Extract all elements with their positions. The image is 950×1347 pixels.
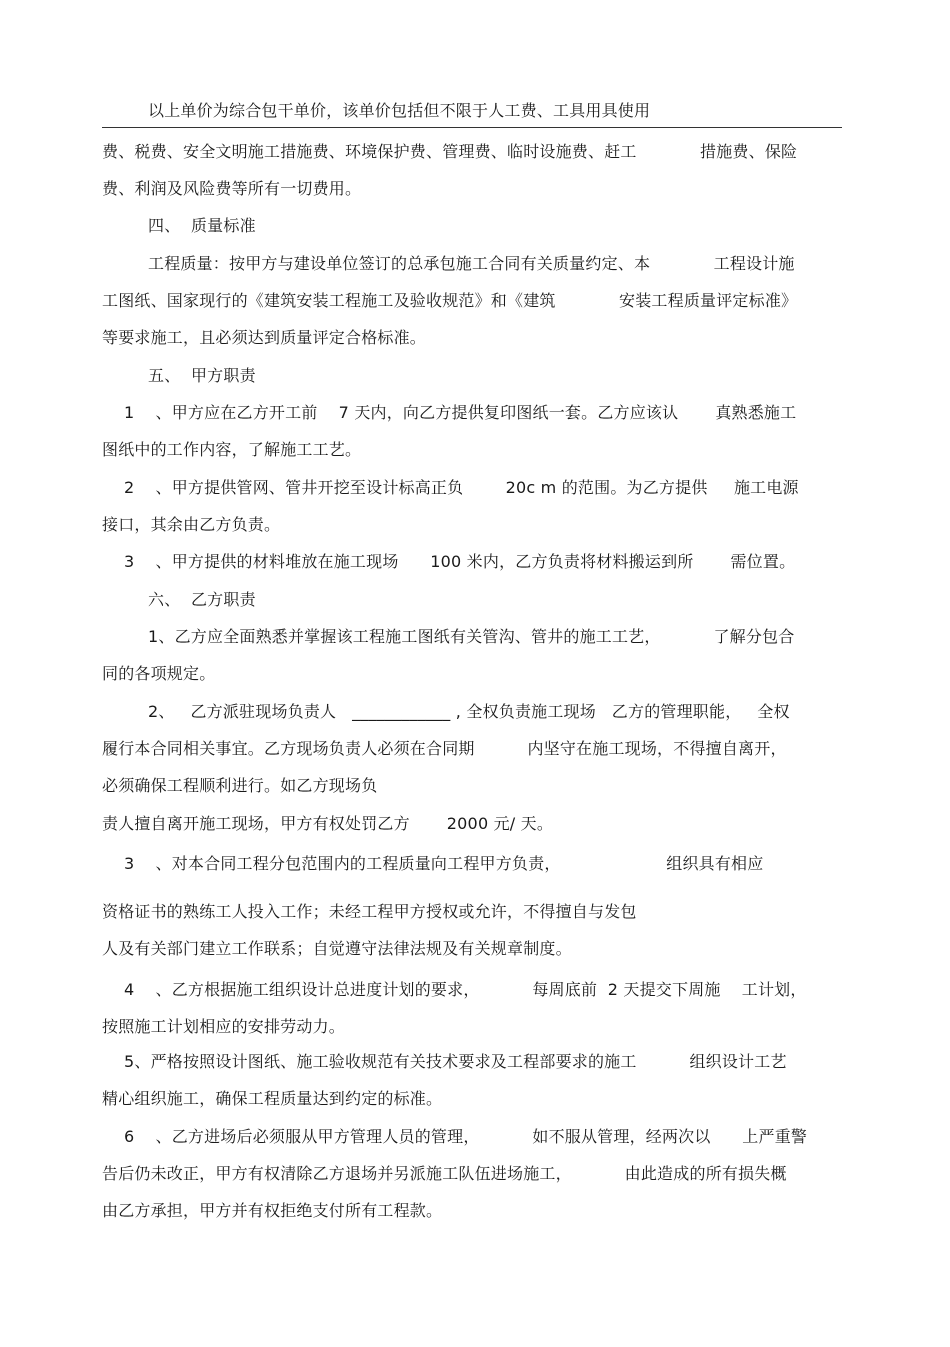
text-line: 2、 乙方派驻现场负责人 ____________ , 全权负责施工现场 乙方的管理职能， 全权 [148, 702, 790, 721]
text-line: 1 、甲方应在乙方开工前 7 天内，向乙方提供复印图纸一套。乙方应该认 真熟悉施工 [124, 403, 797, 422]
text-line: 同的各项规定。 [102, 664, 216, 683]
text-line: 5、严格按照设计图纸、施工验收规范有关技术要求及工程部要求的施工 组织设计工艺 [124, 1052, 787, 1071]
text-line: 以上单价为综合包干单价，该单价包括但不限于人工费、工具用具使用 [148, 101, 651, 120]
text-line: 费、利润及风险费等所有一切费用。 [102, 179, 362, 198]
text-line: 2 、甲方提供管网、管井开挖至设计标高正负 20c m 的范围。为乙方提供 施工电源 [124, 478, 799, 497]
text-line: 六、 乙方职责 [148, 590, 256, 609]
text-line: 1、乙方应全面熟悉并掌握该工程施工图纸有关管沟、管井的施工工艺， 了解分包合 [148, 627, 795, 646]
text-line: 接口，其余由乙方负责。 [102, 515, 281, 534]
text-line: 费、税费、安全文明施工措施费、环境保护费、管理费、临时设施费、赶工 措施费、保险 [102, 142, 798, 161]
text-line: 由乙方承担，甲方并有权拒绝支付所有工程款。 [102, 1201, 443, 1220]
text-line: 3 、甲方提供的材料堆放在施工现场 100 米内，乙方负责将材料搬运到所 需位置。 [124, 552, 796, 571]
text-line: 五、 甲方职责 [148, 366, 256, 385]
text-line: 四、 质量标准 [148, 216, 256, 235]
text-line: 工程质量：按甲方与建设单位签订的总承包施工合同有关质量约定、本 工程设计施 [148, 254, 795, 273]
text-line: 6 、乙方进场后必须服从甲方管理人员的管理， 如不服从管理，经两次以 上严重警 [124, 1127, 808, 1146]
text-line: 按照施工计划相应的安排劳动力。 [102, 1017, 346, 1036]
text-line: 等要求施工，且必须达到质量评定合格标准。 [102, 328, 427, 347]
text-line: 图纸中的工作内容，了解施工工艺。 [102, 440, 362, 459]
text-line: 责人擅自离开施工现场，甲方有权处罚乙方 2000 元/ 天。 [102, 814, 554, 833]
text-line: 履行本合同相关事宜。乙方现场负责人必须在合同期 内坚守在施工现场，不得擅自离开， [102, 739, 787, 758]
text-line: 精心组织施工，确保工程质量达到约定的标准。 [102, 1089, 443, 1108]
text-line: 人及有关部门建立工作联系；自觉遵守法律法规及有关规章制度。 [102, 939, 572, 958]
text-line: 4 、乙方根据施工组织设计总进度计划的要求， 每周底前 2 天提交下周施 工计划， [124, 980, 807, 999]
text-line: 工图纸、国家现行的《建筑安装工程施工及验收规范》和《建筑 安装工程质量评定标准》 [102, 291, 798, 310]
text-line: 告后仍未改正，甲方有权清除乙方退场并另派施工队伍进场施工， 由此造成的所有损失概 [102, 1164, 787, 1183]
header-rule [102, 127, 842, 128]
text-line: 必须确保工程顺利进行。如乙方现场负 [102, 776, 378, 795]
text-line: 3 、对本合同工程分包范围内的工程质量向工程甲方负责， 组织具有相应 [124, 854, 764, 873]
text-line: 资格证书的熟练工人投入工作；未经工程甲方授权或允许，不得擅自与发包 [102, 902, 637, 921]
